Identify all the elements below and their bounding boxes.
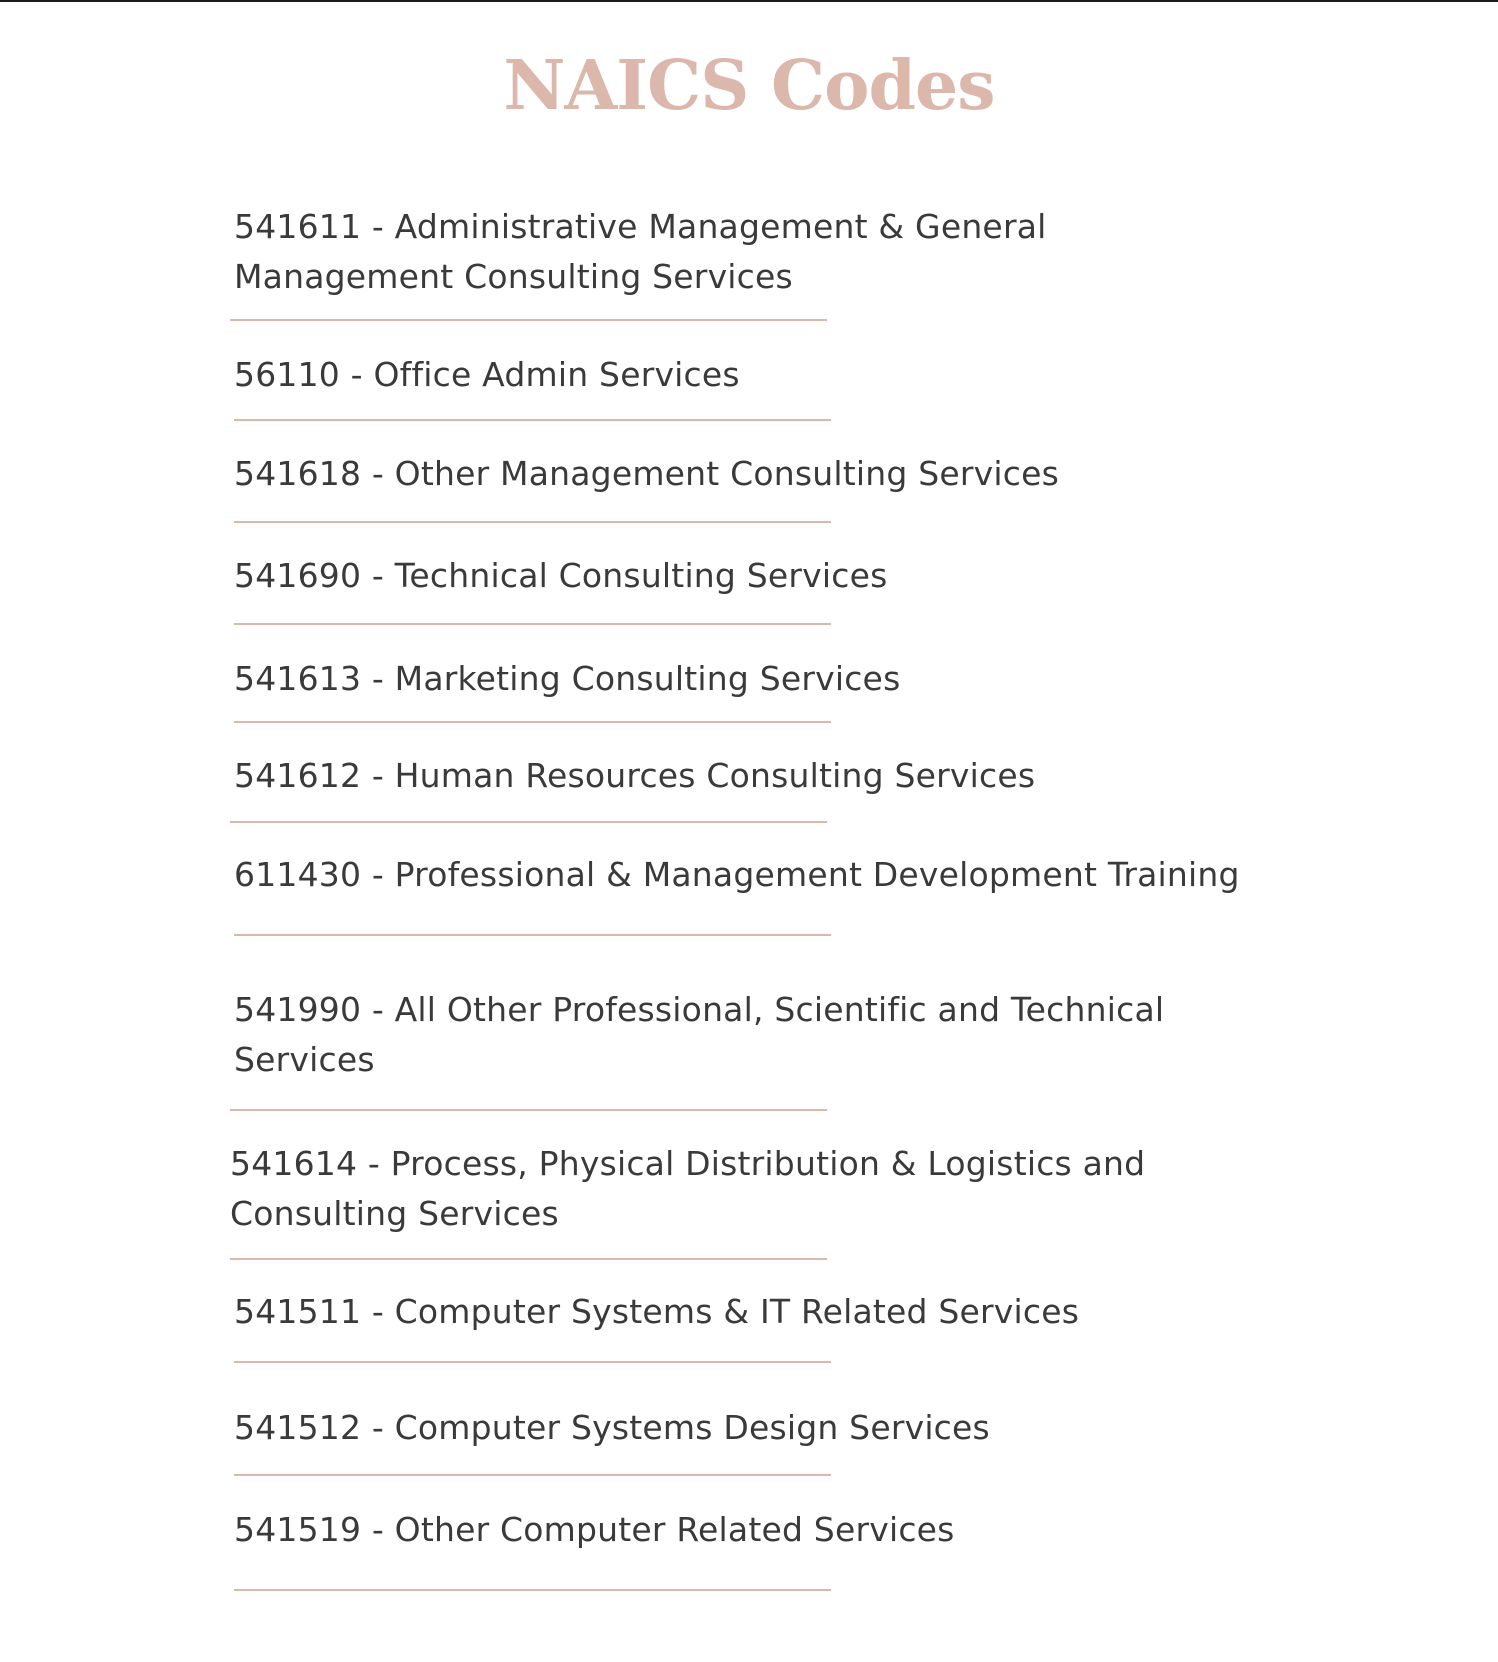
divider [234, 623, 831, 625]
naics-code-text: 541613 - Marketing Consulting Services [234, 659, 901, 698]
naics-code-text: 541611 - Administrative Management & General Management Consulting Services [234, 207, 1047, 296]
divider [230, 319, 827, 321]
divider [230, 821, 827, 823]
page-title: NAICS Codes [503, 46, 995, 126]
divider [234, 934, 831, 936]
divider [234, 721, 831, 723]
naics-code-text: 541690 - Technical Consulting Services [234, 556, 888, 595]
divider [230, 1109, 827, 1111]
divider [230, 1258, 827, 1260]
naics-code-text: 541519 - Other Computer Related Services [234, 1510, 955, 1549]
divider [234, 1361, 831, 1363]
divider [234, 1589, 831, 1591]
naics-code-text: 541614 - Process, Physical Distribution & Logistics and Consulting Services [230, 1144, 1146, 1233]
naics-code-text: 611430 - Professional & Management Development Training [234, 855, 1240, 894]
divider [234, 419, 831, 421]
top-border [0, 0, 1498, 2]
naics-code-text: 56110 - Office Admin Services [234, 355, 740, 394]
naics-code-text: 541511 - Computer Systems & IT Related Services [234, 1292, 1080, 1331]
divider [234, 521, 831, 523]
naics-code-text: 541618 - Other Management Consulting Services [234, 454, 1059, 493]
naics-code-text: 541990 - All Other Professional, Scientific and Technical Services [234, 990, 1165, 1079]
naics-code-text: 541612 - Human Resources Consulting Services [234, 756, 1036, 795]
naics-code-text: 541512 - Computer Systems Design Services [234, 1408, 990, 1447]
divider [234, 1474, 831, 1476]
